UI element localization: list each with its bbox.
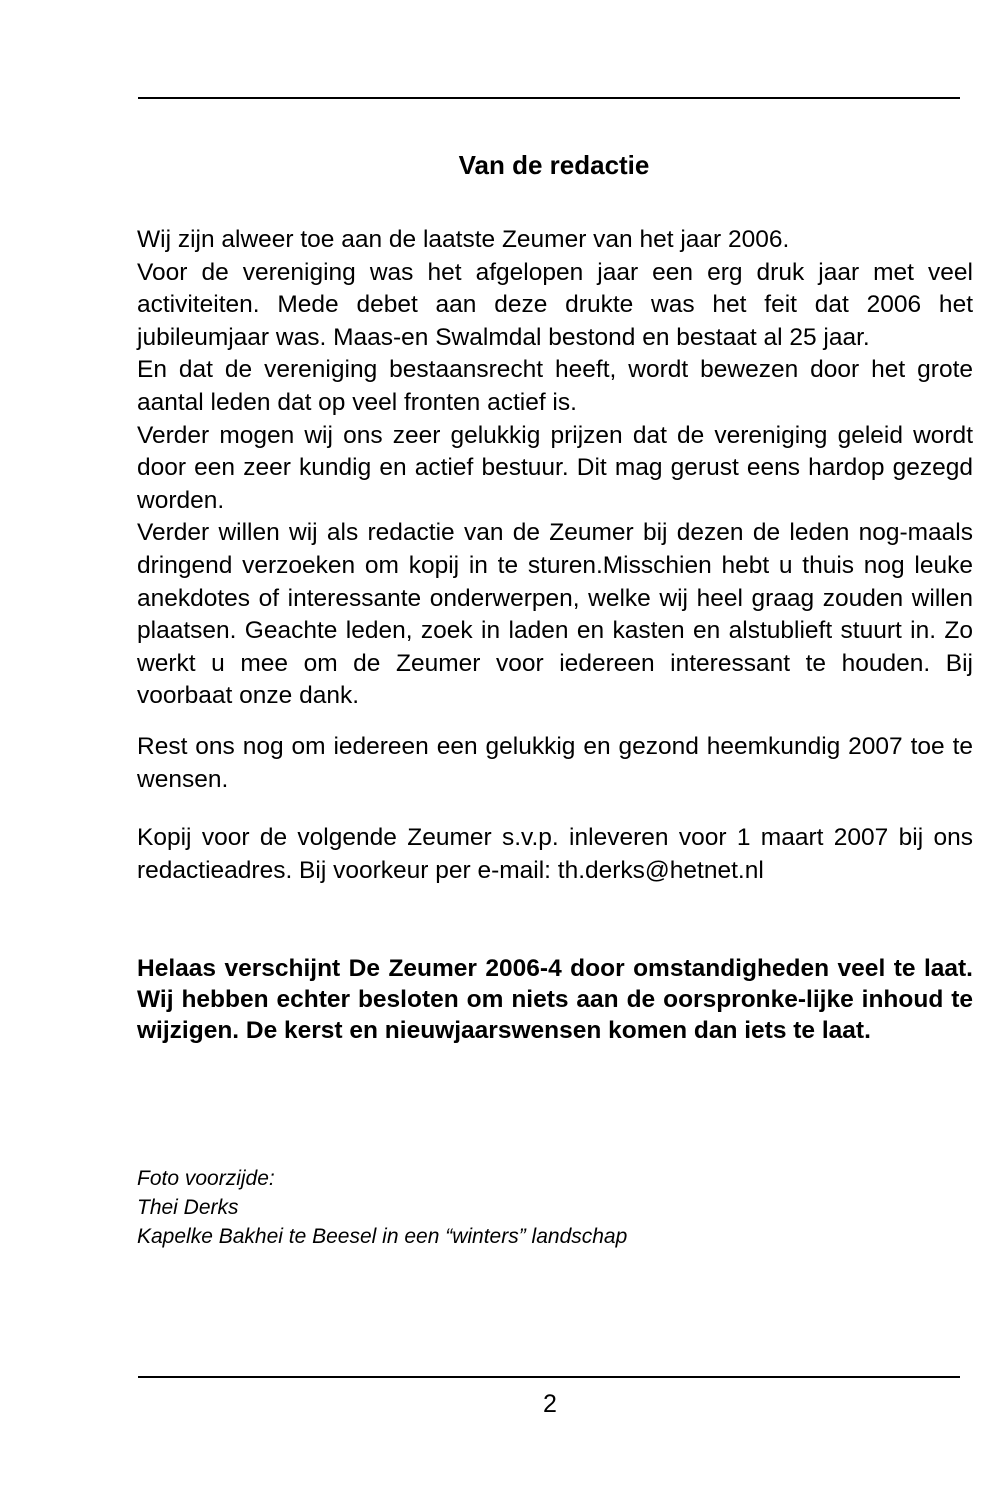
caption-label: Foto voorzijde:: [137, 1167, 275, 1190]
late-notice: Helaas verschijnt De Zeumer 2006-4 door omstandigheden veel te laat. Wij hebben echter besloten om niets aan de oorspronke-lijke inhoud te wijzigen. De kerst en nieuwjaarswensen komen dan iets te laat.: [137, 955, 973, 1044]
caption-description: Kapelke Bakhei te Beesel in een “winters” landschap: [137, 1225, 628, 1248]
paragraph-wishes: Rest ons nog om iedereen een gelukkig en gezond heemkundig 2007 toe te wensen.: [137, 733, 973, 793]
paragraph-activities: Voor de vereniging was het afgelopen jaar een erg druk jaar met veel activiteiten. Mede debet aan deze drukte was het feit dat 2006 het jubileumjaar was. Maas-en Swalmdal bestond en bestaat al 25 jaar.: [137, 258, 973, 351]
top-divider: [138, 97, 960, 99]
caption-photographer: Thei Derks: [137, 1196, 239, 1219]
bottom-divider: [138, 1376, 960, 1378]
paragraph-intro: Wij zijn alweer toe aan de laatste Zeumer van het jaar 2006.: [137, 226, 790, 253]
wishes-block: [137, 731, 973, 796]
paragraph-board: Verder mogen wij ons zeer gelukkig prijzen dat de vereniging geleid wordt door een zeer kundig en actief bestuur. Dit mag gerust eens hardop gezegd worden.: [137, 421, 973, 514]
submission-block: [137, 822, 973, 887]
paragraph-members: En dat de vereniging bestaansrecht heeft, wordt bewezen door het grote aantal leden dat op veel fronten actief is.: [137, 356, 973, 416]
paragraph-copy-request: Verder willen wij als redactie van de Zeumer bij dezen de leden nog-maals dringend verzoeken om kopij in te sturen.Misschien hebt u thuis nog leuke anekdotes of interessante onderwerpen, welke wij heel graag zouden willen plaatsen. Geachte leden, zoek in laden en kasten en alstublieft stuurt in. Zo werkt u mee om de Zeumer voor iedereen interessant te houden. Bij voorbaat onze dank.: [137, 519, 973, 710]
photo-caption: [137, 1164, 837, 1251]
page-title: Van de redactie: [458, 150, 650, 180]
article-body: [137, 224, 973, 713]
paragraph-submission: Kopij voor de volgende Zeumer s.v.p. inleveren voor 1 maart 2007 bij ons redactieadres. Bij voorkeur per e-mail: th.derks@hetnet.nl: [137, 824, 973, 884]
page-number: 2: [543, 1390, 557, 1418]
